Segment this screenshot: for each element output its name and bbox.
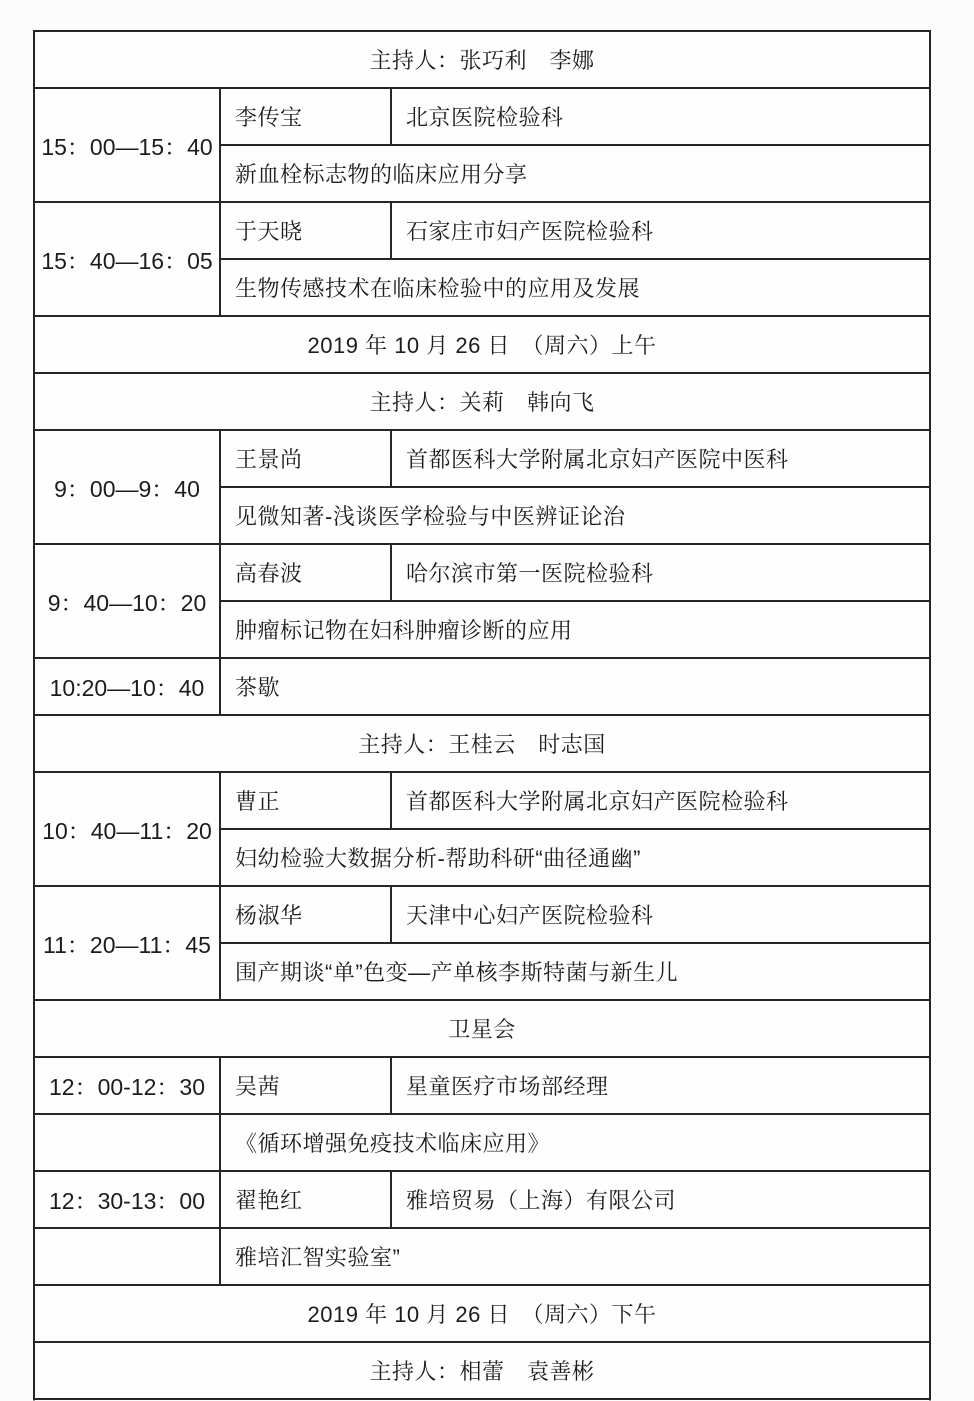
talk-title-cell: 新血栓标志物的临床应用分享: [220, 145, 930, 202]
host-row: [34, 373, 930, 430]
talk-title-cell: 肿瘤标记物在妇科肿瘤诊断的应用: [220, 601, 930, 658]
talk-title-cell: 雅培汇智实验室”: [220, 1228, 930, 1285]
speaker-cell: 曹正: [220, 772, 391, 829]
affiliation-cell: 石家庄市妇产医院检验科: [391, 202, 930, 259]
time-cell: 12：30-13：00: [34, 1171, 220, 1228]
talk-row: [34, 544, 930, 601]
talk-row: [34, 886, 930, 943]
speaker-cell: 李传宝: [220, 88, 391, 145]
break-row: [34, 658, 930, 715]
host-row: [34, 31, 930, 88]
affiliation-cell: 哈尔滨市第一医院检验科: [391, 544, 930, 601]
session-row: [34, 316, 930, 373]
affiliation-cell: 首都医科大学附属北京妇产医院检验科: [391, 772, 930, 829]
speaker-cell: 吴茜: [220, 1057, 391, 1114]
session-row-label: 2019 年 10 月 26 日 （周六）上午: [34, 316, 930, 373]
affiliation-cell: 雅培贸易（上海）有限公司: [391, 1171, 930, 1228]
time-cell: 15：40—16：05: [34, 202, 220, 316]
talk-row: [34, 202, 930, 259]
host-row-label: 主持人：王桂云 时志国: [34, 715, 930, 772]
affiliation-cell: 北京医院检验科: [391, 88, 930, 145]
talk-title-cell: 《循环增强免疫技术临床应用》: [220, 1114, 930, 1171]
empty-time-cell: [34, 1114, 220, 1171]
time-cell: 9：00—9：40: [34, 430, 220, 544]
time-cell: 9：40—10：20: [34, 544, 220, 658]
session-row: [34, 1000, 930, 1057]
talk-row: [34, 772, 930, 829]
talk-title-row: [34, 1114, 930, 1171]
time-cell: 10:20—10：40: [34, 658, 220, 715]
talk-title-cell: 妇幼检验大数据分析-帮助科研“曲径通幽”: [220, 829, 930, 886]
time-cell: 11：20—11：45: [34, 886, 220, 1000]
session-row-label: 2019 年 10 月 26 日 （周六）下午: [34, 1285, 930, 1342]
time-cell: 15：00—15：40: [34, 88, 220, 202]
session-row: [34, 1285, 930, 1342]
host-row: [34, 1342, 930, 1399]
affiliation-cell: 天津中心妇产医院检验科: [391, 886, 930, 943]
talk-row: [34, 430, 930, 487]
talk-title-cell: 见微知著-浅谈医学检验与中医辨证论治: [220, 487, 930, 544]
host-row: [34, 715, 930, 772]
host-row-label: 主持人：相蕾 袁善彬: [34, 1342, 930, 1399]
speaker-cell: 翟艳红: [220, 1171, 391, 1228]
talk-title-row: [34, 1228, 930, 1285]
speaker-cell: 王景尚: [220, 430, 391, 487]
session-row-label: 卫星会: [34, 1000, 930, 1057]
talk-title-cell: 围产期谈“单”色变—产单核李斯特菌与新生儿: [220, 943, 930, 1000]
speaker-cell: 杨淑华: [220, 886, 391, 943]
affiliation-cell: 首都医科大学附属北京妇产医院中医科: [391, 430, 930, 487]
speaker-cell: 高春波: [220, 544, 391, 601]
time-cell: 10：40—11：20: [34, 772, 220, 886]
talk-row: [34, 1057, 930, 1114]
empty-time-cell: [34, 1228, 220, 1285]
time-cell: 12：00-12：30: [34, 1057, 220, 1114]
affiliation-cell: 星童医疗市场部经理: [391, 1057, 930, 1114]
talk-title-cell: 生物传感技术在临床检验中的应用及发展: [220, 259, 930, 316]
talk-row: [34, 88, 930, 145]
host-row-label: 主持人：张巧利 李娜: [34, 31, 930, 88]
schedule-table-body: [34, 31, 930, 1401]
host-row-label: 主持人：关莉 韩向飞: [34, 373, 930, 430]
break-label: 茶歇: [220, 658, 930, 715]
speaker-cell: 于天晓: [220, 202, 391, 259]
talk-row: [34, 1171, 930, 1228]
schedule-table: [33, 30, 931, 1401]
